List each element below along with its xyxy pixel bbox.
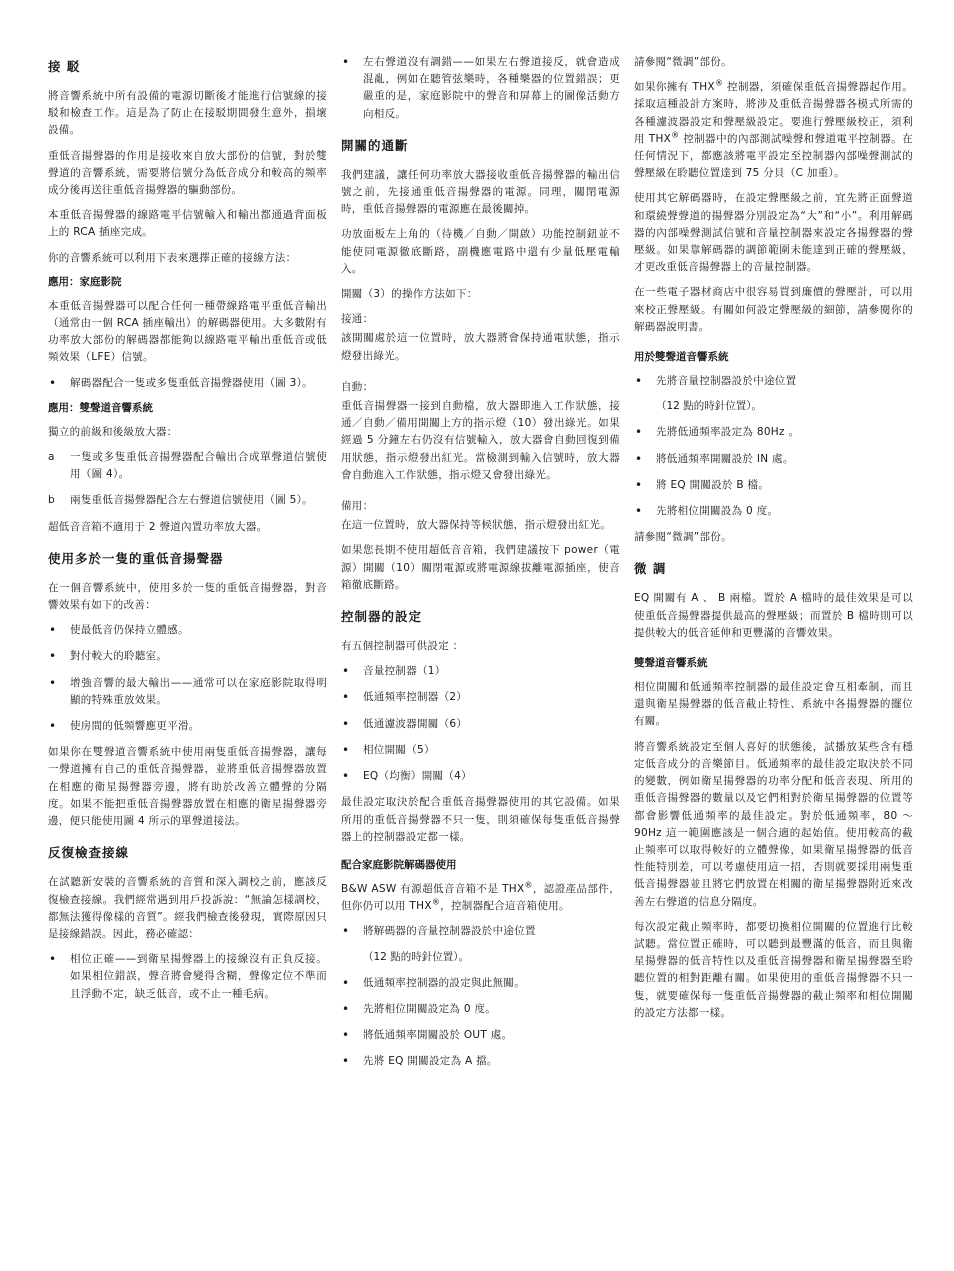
- registered-mark: ®: [431, 897, 441, 907]
- list-item: • 解碼器配合一隻或多隻重低音揚聲器使用（圖 3）。: [48, 375, 327, 392]
- label-auto: 自動：: [341, 380, 374, 393]
- bullet-list: [341, 975, 620, 1071]
- list-item: • 使最低音仍保持立體感。: [48, 622, 327, 639]
- paragraph: 在試聽新安裝的音響系統的音質和深入調校之前，應該反復檢查接線。我們經常遇到用戶投訴說：“無論怎樣調校，都無法獲得像樣的音質”。經我們檢查後發現，實際原因只是接線錯誤。因此，務必確認：: [48, 876, 327, 940]
- bullet-list: [341, 54, 620, 123]
- column-1: [48, 50, 327, 1012]
- text-run: 如果你擁有 THX: [634, 81, 715, 94]
- list-item: • 先將音量控制器設於中途位置: [634, 373, 913, 390]
- list-item: • 先將 EQ 開關設定為 A 擋。: [341, 1053, 620, 1070]
- bullet-list: [341, 663, 620, 785]
- paragraph: 相位開關和低通頻率控制器的最佳設定會互相牽制，而且還與衛星揚聲器的低音截止特性、系統中各揚聲器的擺位有關。: [634, 681, 913, 728]
- list-item: • 使房間的低頻響應更平滑。: [48, 718, 327, 735]
- heading-application-home-theatre: 應用：家庭影院: [48, 275, 122, 288]
- bullet-list: [48, 622, 327, 735]
- list-item: • 相位正確——到衛星揚聲器上的接線沒有正負反接。如果相位錯誤，聲音將會變得含糊，聲像定位不準而且浮動不定，缺乏低音，或不止一種毛病。: [48, 951, 327, 1003]
- paragraph: 在一些電子器材商店中很容易買到廉價的聲壓計，可以用來校正聲壓級。有關如何設定聲壓級的細節，請參閱你的解碼器說明書。: [634, 286, 913, 333]
- paragraph: 獨立的前級和後級放大器：: [48, 425, 178, 438]
- list-item: • 將低通頻率開關設於 OUT 處。: [341, 1027, 620, 1044]
- paragraph: 你的音響系統可以利用下表來選擇正確的接線方法：: [48, 251, 297, 264]
- list-item: • 低通頻率控制器（2）: [341, 689, 620, 706]
- text-run: 控制器，須確保重低音揚聲器起作用。採取這種設計方案時，將涉及重低音揚聲器各模式所需的各種濾波器設定和聲壓級設定。要進行聲壓級校正，須利用 THX: [634, 81, 913, 145]
- paragraph: 本重低音揚聲器的線路電平信號輸入和輸出都通過背面板上的 RCA 插座完成。: [48, 209, 327, 239]
- list-item: • 將低通頻率開關設於 IN 處。: [634, 451, 913, 468]
- list-item: • 相位開關（5）: [341, 742, 620, 759]
- column-3: [634, 50, 913, 1030]
- lettered-list: [48, 449, 327, 510]
- paragraph: 重低音揚聲器一接到自動檔，放大器即進入工作狀態，接通／自動／備用開關上方的指示燈（10）發出綠光。如果經過 5 分鐘左右仍沒有信號輸入，放大器會自動回復到備用狀態，指示燈發出紅光。當檢測到輸入信號時，放大器會自動進入工作狀態，指示燈又會發出綠光。: [341, 400, 620, 481]
- list-item: • 增強音響的最大輸出——通常可以在家庭影院取得明顯的特殊重放效果。: [48, 675, 327, 709]
- text-run: 控制器中的內部測試噪聲和聲道電平控制器。在任何情況下，都應該將電平設定至控制器內部噪聲測試的聲壓級在聆聽位置達到 75 分貝（C 加重）。: [634, 132, 913, 180]
- list-item-text: 一隻或多隻重低音揚聲器配合輸出合成單聲道信號使用（圖 4）。: [70, 451, 327, 481]
- paragraph: 使用其它解碼器時，在設定聲壓級之前，宜先將正面聲道和環繞聲聲道的揚聲器分別設定為“大”和“小”。利用解碼器的內部噪聲測試信號和音量控制器來設定各揚聲器的聲壓級。如果靠解碼器的調節範圍未能達到正確的聲壓級，才更改重低音揚聲器上的音量控制器。: [634, 192, 913, 274]
- label-on: 接通：: [341, 313, 374, 326]
- heading-for-stereo-systems: 用於雙聲道音響系統: [634, 351, 729, 364]
- heading-home-theatre-decoder: 配合家庭影院解碼器使用: [341, 858, 457, 871]
- list-item: • 左右聲道沒有調錯——如果左右聲道接反，就會造成混亂，例如在聽管弦樂時，各種樂器的位置錯誤；更嚴重的是，家庭影院中的聲音和屏幕上的圖像活動方向相反。: [341, 54, 620, 123]
- paragraph: 最佳設定取決於配合重低音揚聲器使用的其它設備。如果所用的重低音揚聲器不只一隻，則須確保每隻重低音揚聲器上的控制器設定都一樣。: [341, 796, 620, 843]
- heading-stereo-systems: 雙聲道音響系統: [634, 657, 708, 670]
- paragraph: 請參閱“微調”部份。: [634, 531, 732, 544]
- text-run: ，控制器配合這音箱使用。: [440, 900, 570, 913]
- bullet-list: [634, 424, 913, 520]
- text-run: B&W ASW 有源超低音音箱不是 THX: [341, 882, 525, 895]
- list-item: • 低通頻率控制器的設定與此無關。: [341, 975, 620, 992]
- paragraph: 我們建議，讓任何功率放大器接收重低音揚聲器的輸出信號之前，先接通重低音揚聲器的電源。同理，關閉電源時，重低音揚聲器的電源應在最後關掉。: [341, 168, 620, 216]
- column-2: [341, 50, 620, 1080]
- list-marker: b: [48, 494, 55, 507]
- bullet-list: [341, 923, 620, 940]
- list-item: • 先將相位開關設為 0 度。: [634, 503, 913, 520]
- list-item: • 先將相位開關設定為 0 度。: [341, 1001, 620, 1018]
- list-item: • 對付較大的聆聽室。: [48, 648, 327, 665]
- paragraph: 本重低音揚聲器可以配合任何一種帶線路電平重低音輸出（通常由一個 RCA 插座輸出）的解碼器使用。大多數附有功率放大部份的解碼器都能夠以線路電平輸出重低音或低頻效果（LFE）信號。: [48, 299, 327, 364]
- paragraph: 有五個控制器可供設定 ：: [341, 640, 464, 653]
- paragraph: 開關（3）的操作方法如下：: [341, 288, 478, 301]
- paragraph: 功放面板左上角的（待機／自動／開啟）功能控制鈕並不能使同電源徹底斷路，副機應電路中還有少量低壓電輸入。: [341, 228, 620, 275]
- registered-mark: ®: [524, 880, 533, 890]
- heading-multiple-subwoofers: 使用多於一隻的重低音揚聲器: [48, 550, 224, 566]
- heading-connection: 接 駁: [48, 59, 81, 74]
- paragraph: 如果你在雙聲道音響系統中使用兩隻重低音揚聲器，讓每一聲道擁有自己的重低音揚聲器，並將重低音揚聲器放置在相應的衛星揚聲器旁邊，將有助於改善立體聲的分隔度。如果不能把重低音揚聲器放置在相應的衛星揚聲器旁邊，便只能使用圖 4 所示的單聲道接法。: [48, 746, 327, 828]
- paragraph: 每次設定截止頻率時，都要切換相位開關的位置進行比較試聽。當位置正確時，可以聽到最豐滿的低音，而且與衛星揚聲器的低音特性以及重低音揚聲器和衛星揚聲器至聆聽位置的相對距離有關。如果使用的重低音揚聲器不只一隻，就要確保每一隻重低音揚聲器的截止頻率和相位開關的設定方法都一樣。: [634, 920, 913, 1019]
- paragraph: 在一個音響系統中，使用多於一隻的重低音揚聲器，對音響效果有如下的改善：: [48, 581, 327, 612]
- paragraph: 請參閱“微調”部份。: [634, 56, 732, 68]
- list-subline: （12 點的時針位置）。: [656, 400, 762, 413]
- list-item: • 低通濾波器開關（6）: [341, 716, 620, 733]
- paragraph: 將音響系統設定至個人喜好的狀態後，試播放某些含有穩定低音成分的音樂節目。低通頻率的最佳設定取決於不同的變數，例如衛星揚聲器的功率分配和低音表現、所用的重低音揚聲器的數量以及它們相對於衛星揚聲器的位置等都會影響低通頻率的最佳設定。對於低通頻率，80 ～ 90Hz 這一範圍應該是一個合適的起始值。使用較高的截止頻率可以取得較好的立體聲像，如果衛星揚聲器的低音性能特別差，可以考慮使用這一招，否則就要採用兩隻重低音揚聲器並且將它們放置在相關的衛星揚聲器附近來改善左右聲道的信息分隔度。: [634, 740, 913, 908]
- list-item: • EQ（均衡）開關（4）: [341, 768, 620, 785]
- paragraph: 如果您長期不使用超低音音箱，我們建議按下 power（電源）開關（10）關閉電源或將電源線拔離電源插座，使音箱徹底斷路。: [341, 544, 620, 591]
- bullet-list: [48, 951, 327, 1003]
- bullet-list: [634, 373, 913, 390]
- list-item-text: 兩隻重低音揚聲器配合左右聲道信號使用（圖 5）。: [70, 494, 313, 507]
- paragraph: 重低音揚聲器的作用是接收來自放大部份的信號，對於雙聲道的音響系統，需要將信號分為低音成分和較高的頻率成分後再送往重低音揚聲器的驅動部份。: [48, 149, 327, 197]
- list-item: [48, 492, 327, 509]
- paragraph-thx: [341, 881, 620, 915]
- heading-check-connections: 反復檢查接線: [48, 845, 130, 861]
- heading-control-settings: 控制器的設定: [341, 609, 423, 625]
- label-standby: 備用：: [341, 500, 374, 513]
- heading-power-switching: 開關的通斷: [341, 137, 409, 153]
- paragraph: 將音響系統中所有設備的電源切斷後才能進行信號線的接駁和檢查工作。這是為了防止在接駁期間發生意外，損壞設備。: [48, 90, 327, 137]
- paragraph: EQ 開關有 A 、 B 兩檔。置於 A 檔時的最佳效果是可以使重低音揚聲器提供最高的聲壓級；而置於 B 檔時則可以提供較大的低音延伸和更豐滿的音響效果。: [634, 592, 913, 639]
- list-item: [48, 449, 327, 483]
- bullet-list: [48, 375, 327, 392]
- text-run: ，認證產品部件，但你仍可以用 THX: [341, 882, 620, 913]
- registered-mark: ®: [671, 130, 680, 140]
- paragraph: 該開關處於這一位置時，放大器將會保持通電狀態，指示燈發出綠光。: [341, 332, 620, 362]
- list-item: • 先將低通頻率設定為 80Hz 。: [634, 424, 913, 441]
- paragraph: 超低音音箱不適用于 2 聲道內置功率放大器。: [48, 520, 268, 533]
- heading-application-stereo: 應用：雙聲道音響系統: [48, 401, 153, 414]
- heading-fine-tuning: 微 調: [634, 561, 667, 577]
- registered-mark: ®: [714, 78, 724, 88]
- list-marker: a: [48, 451, 55, 464]
- paragraph: 在這一位置時，放大器保持等候狀態，指示燈發出紅光。: [341, 519, 611, 532]
- list-item: • 將解碼器的音量控制器設於中途位置: [341, 923, 620, 940]
- list-item: • 將 EQ 開關設於 B 檔。: [634, 477, 913, 494]
- paragraph-thx: [634, 79, 913, 182]
- list-subline: （12 點的時針位置）。: [363, 950, 469, 963]
- list-item: • 音量控制器（1）: [341, 663, 620, 680]
